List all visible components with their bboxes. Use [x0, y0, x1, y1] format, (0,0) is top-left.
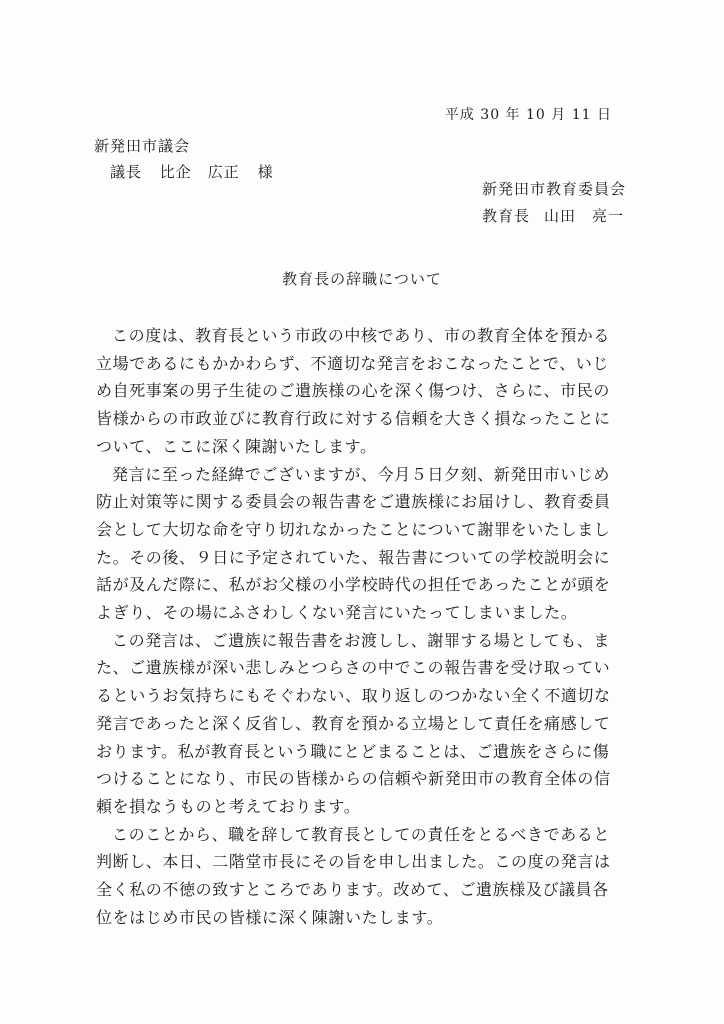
letter-date: 平成 30 年 10 月 11 日 [444, 107, 612, 123]
sender-title: 教育長 [482, 207, 531, 225]
body-paragraph: このことから、職を辞して教育長としての責任をとるべきであると判断し、本日、二階堂市長にその旨を申し出ました。この度の発言は全く私の不徳の致すところであります。改めて、ご遺族様及び議員各位をはじめ市民の皆様に深く陳謝いたします。 [96, 824, 611, 927]
sender-name-line [482, 203, 626, 230]
letter-subject: 教育長の辞職について [282, 270, 442, 288]
recipient-title: 議長 [110, 163, 143, 181]
recipient-name-line [94, 159, 274, 185]
sender-block [482, 176, 626, 230]
recipient-block [94, 133, 274, 185]
recipient-name: 比企 広正 [159, 163, 240, 181]
recipient-org: 新発田市議会 [94, 137, 191, 155]
recipient-honorific: 様 [257, 163, 274, 181]
body-paragraph: この発言は、ご遺族に報告書をお渡しし、謝罪する場としても、また、ご遺族様が深い悲しみとつらさの中でこの報告書を受け取っているというお気持ちにもそぐわない、取り返しのつかない全く不適切な発言であったと深く反省し、教育を預かる立場として責任を痛感しております。私が教育長という職にとどまることは、ご遺族をさらに傷つけることになり、市民の皆様からの信頼や新発田市の教育全体の信頼を損なうものと考えております。 [96, 630, 611, 816]
body-paragraph: 発言に至った経緯でございますが、今月５日夕刻、新発田市いじめ防止対策等に関する委員会の報告書をご遺族様にお届けし、教育委員会として大切な命を守り切れなかったことについて謝罪をいたしました。その後、９日に予定されていた、報告書についての学校説明会に話が及んだ際に、私がお父様の小学校時代の担任であったことが頭をよぎり、その場にふさわしくない発言にいたってしまいました。 [96, 464, 611, 623]
letter-body [96, 322, 616, 931]
sender-name: 山田 亮一 [544, 207, 625, 225]
sender-org: 新発田市教育委員会 [482, 180, 627, 198]
body-paragraph: この度は、教育長という市政の中核であり、市の教育全体を預かる立場であるにもかかわらず、不適切な発言をおこなったことで、いじめ自死事案の男子生徒のご遺族様の心を深く傷つけ、さらに、市民の皆様からの市政並びに教育行政に対する信頼を大きく損なったことについて、ここに深く陳謝いたします。 [96, 326, 611, 456]
